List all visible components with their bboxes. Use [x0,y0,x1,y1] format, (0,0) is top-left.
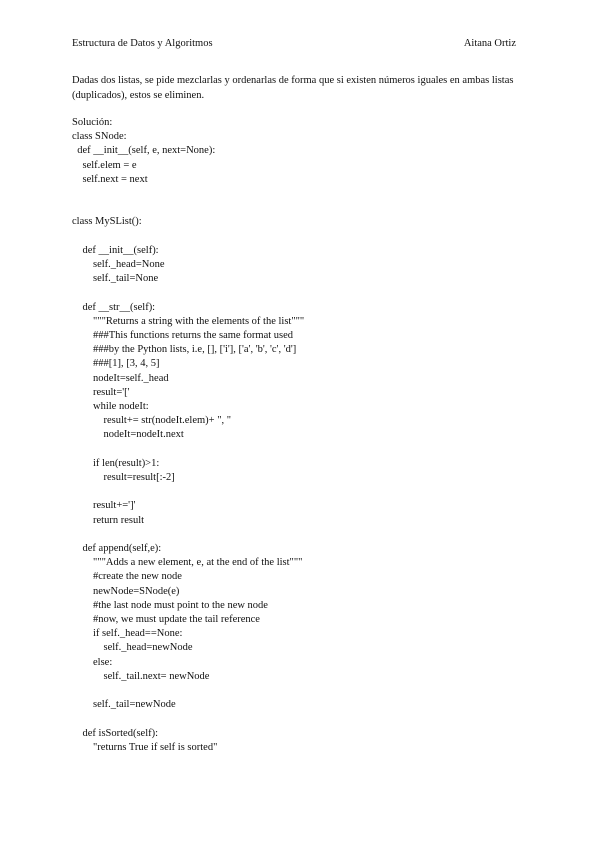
code-line: else: [72,656,113,668]
code-line: def append(self,e): [72,543,162,554]
code-line: self._head=None [72,259,165,270]
code-line: def __init__(self, e, next=None): [72,145,216,157]
code-line: if len(result)>1: [72,457,160,469]
code-line: Solución: [72,117,113,128]
code-line: newNode=SNode(e) [72,585,180,597]
code-line: """Adds a new element, e, at the end of the list""" [72,557,303,569]
code-line: self._head=newNode [72,642,193,654]
problem-statement: Dadas dos listas, se pide mezclarlas y ordenarlas de forma que si existen números iguales en ambas listas (duplicados), estos se eliminen. [72,75,514,102]
code-line: self._tail=None [72,273,159,285]
code-line: result+= str(nodeIt.elem)+ ", " [72,415,232,427]
code-line: #now, we must update the tail reference [72,614,260,625]
code-line: while nodeIt: [72,401,149,412]
code-line: def __init__(self): [72,244,159,256]
code-line: "returns True if self is sorted" [72,741,218,753]
code-line: def __str__(self): [72,301,156,313]
code-line: #the last node must point to the new node [72,599,268,611]
code-line: self.next = next [72,173,148,185]
code-line: """Returns a string with the elements of the list""" [72,315,305,327]
code-line: nodeIt=nodeIt.next [72,429,184,441]
code-line: return result [72,514,145,526]
code-line: if self._head==None: [72,628,183,640]
code-line: nodeIt=self._head [72,372,169,384]
code-line: ###by the Python lists, i.e, [], ['i'], ['a', 'b', 'c', 'd'] [72,344,297,356]
code-line: result+=']' [72,500,136,512]
code-line: class MySList(): [72,216,142,228]
code-line: self._tail.next= newNode [72,670,210,682]
header-author: Aitana Ortiz [463,38,516,49]
code-line: #create the new node [72,571,182,583]
code-line: def isSorted(self): [72,727,159,739]
code-line: self.elem = e [72,159,137,171]
code-line: class SNode: [72,131,127,143]
code-line: result=result[:-2] [72,472,175,483]
code-line: self._tail=newNode [72,699,176,711]
header-course-title: Estructura de Datos y Algoritmos [72,38,213,49]
code-line: result='[' [72,386,130,398]
code-line: ###This functions returns the same format used [72,330,294,341]
code-line: ###[1], [3, 4, 5] [72,358,160,370]
